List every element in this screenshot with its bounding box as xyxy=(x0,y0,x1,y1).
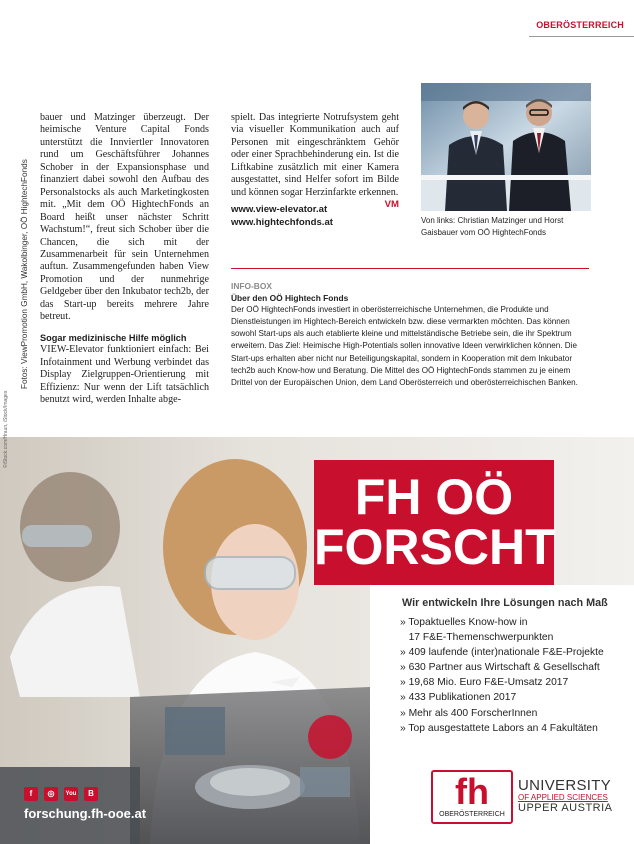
infobox-rule xyxy=(231,268,589,269)
uni-line-2: OF APPLIED SCIENCES xyxy=(518,793,608,802)
infobox-label: INFO-BOX xyxy=(231,281,272,291)
infobox-body: Der OÖ HightechFonds investiert in oberösterreichische Unternehmen, die Produkte und Dienstleistungen im Hightech-Bereich entwickeln bzw. diese vermarkten möchten. Das können sowohl Start-ups als auch etablierte kleine und mittelständische Betriebe sein, die ihr Spektrum erweitern. Das Ziel: Heimische High-Potentials sollen innovative Ideen verwirklichen können. Die Start-ups erhalten aber nicht nur Beteiligungskapital, sondern in Kooperation mit dem Inkubator tech2b auch Know-how und Beratung. Die Mittel des OÖ HightechFonds stammen zu je einem Drittel von der Europäischen Union, dem Land Oberösterreich und oberösterreichischen Banken. xyxy=(231,305,578,387)
ad-image-credit: ©iStock.com/Hraun, iStock/Images xyxy=(3,390,9,468)
infobox-heading: Über den OÖ Hightech Fonds xyxy=(231,293,349,304)
bullet-item: » 19,68 Mio. Euro F&E-Umsatz 2017 xyxy=(400,677,569,689)
uni-line-3: UPPER AUSTRIA xyxy=(518,802,613,814)
paragraph-text: spielt. Das integrierte Notrufsystem geht via visueller Kommunikation auch auf Personen mit eingeschränktem Gehör oder einer Sprachbehinderung ein. Ist die Liftkabine zusätzlich mit einer Kamera ausgestattet, sind Helfer sofort im Bilde und können sogar Herzinfarkte erkennen. xyxy=(231,112,399,198)
infobox xyxy=(231,280,591,389)
banner-line-1: FH OÖ xyxy=(354,469,514,525)
link-view-elevator[interactable]: www.view-elevator.at xyxy=(231,204,328,216)
ad-website-link[interactable]: forschung.fh-ooe.at xyxy=(24,806,147,821)
instagram-icon[interactable]: ◎ xyxy=(44,787,58,801)
article-column-1 xyxy=(40,112,209,406)
photo-credit: Fotos: ViewPromotion GmbH, Wakolbinger, OÖ HightechFonds xyxy=(20,159,29,389)
link-hightechfonds[interactable]: www.hightechfonds.at xyxy=(231,217,333,229)
blog-icon[interactable]: B xyxy=(84,787,98,801)
logo-mark: fh xyxy=(455,771,489,812)
bullet-item: » Topaktuelles Know-how in xyxy=(400,617,528,628)
photo-illustration xyxy=(421,83,591,211)
bullet-item: » Top ausgestattete Labors an 4 Fakultäten xyxy=(400,722,598,734)
bullet-item: 17 F&E-Themenschwerpunkten xyxy=(400,632,554,644)
article-paragraph: VIEW-Elevator funktioniert einfach: Bei Infotainment und Werbung verbindet das Display Zielgruppen-Orientierung mit Effizienz: Nur wenn der Lift tatsächlich benutzt wird, werden Inhalte abge- xyxy=(40,344,209,405)
panel-heading: Wir entwickeln Ihre Lösungen nach Maß xyxy=(402,597,608,609)
header-rule xyxy=(529,36,634,37)
bullet-list xyxy=(370,615,634,736)
bullet-item: » 409 laufende (inter)nationale F&E-Projekte xyxy=(400,647,604,659)
university-wordmark xyxy=(518,778,613,815)
author-signature: VM xyxy=(384,199,399,211)
logo-subtitle: OBERÖSTERREICH xyxy=(439,811,505,818)
article-subheading: Sogar medizinische Hilfe möglich xyxy=(40,332,187,343)
facebook-icon[interactable]: f xyxy=(24,787,38,801)
photo-caption: Von links: Christian Matzinger und Horst Gaisbauer vom OÖ HightechFonds xyxy=(421,216,564,237)
portrait-photo xyxy=(421,83,591,211)
section-label: OBERÖSTERREICH xyxy=(536,20,624,30)
bullet-item: » 630 Partner aus Wirtschaft & Gesellschaft xyxy=(400,662,600,674)
ad-banner xyxy=(314,460,554,585)
article-column-2 xyxy=(231,112,399,229)
article-paragraph: bauer und Matzinger überzeugt. Der heimische Venture Capital Fonds unterstützt die Innviertler Innovatoren rund um Geschäftsführer Johannes Schober in der Expansionsphase und finanziert dabei sowohl den Aufbau des Personalstocks als auch Marketingkosten mit. „Mit dem OÖ HightechFonds an Board heißt unser nächster Schritt Wachstum!“, freut sich Schober über die Chancen, die sich mit der Zusammenarbeit für sein Unternehmen auftun. Zusammengefunden haben View Promotion und der nunmehrige Geldgeber über den Inkubator tech2b, der das Start-up bereits mehrere Jahre betreut. xyxy=(40,112,209,323)
bullet-item: » 433 Publikationen 2017 xyxy=(400,692,517,704)
links xyxy=(231,203,399,229)
uni-line-1: UNIVERSITY xyxy=(518,777,612,794)
fh-logo xyxy=(431,770,513,824)
banner-line-2: FORSCHT xyxy=(314,519,556,575)
bullet-item: » Mehr als 400 ForscherInnen xyxy=(400,707,538,719)
youtube-icon[interactable]: You xyxy=(64,787,78,801)
